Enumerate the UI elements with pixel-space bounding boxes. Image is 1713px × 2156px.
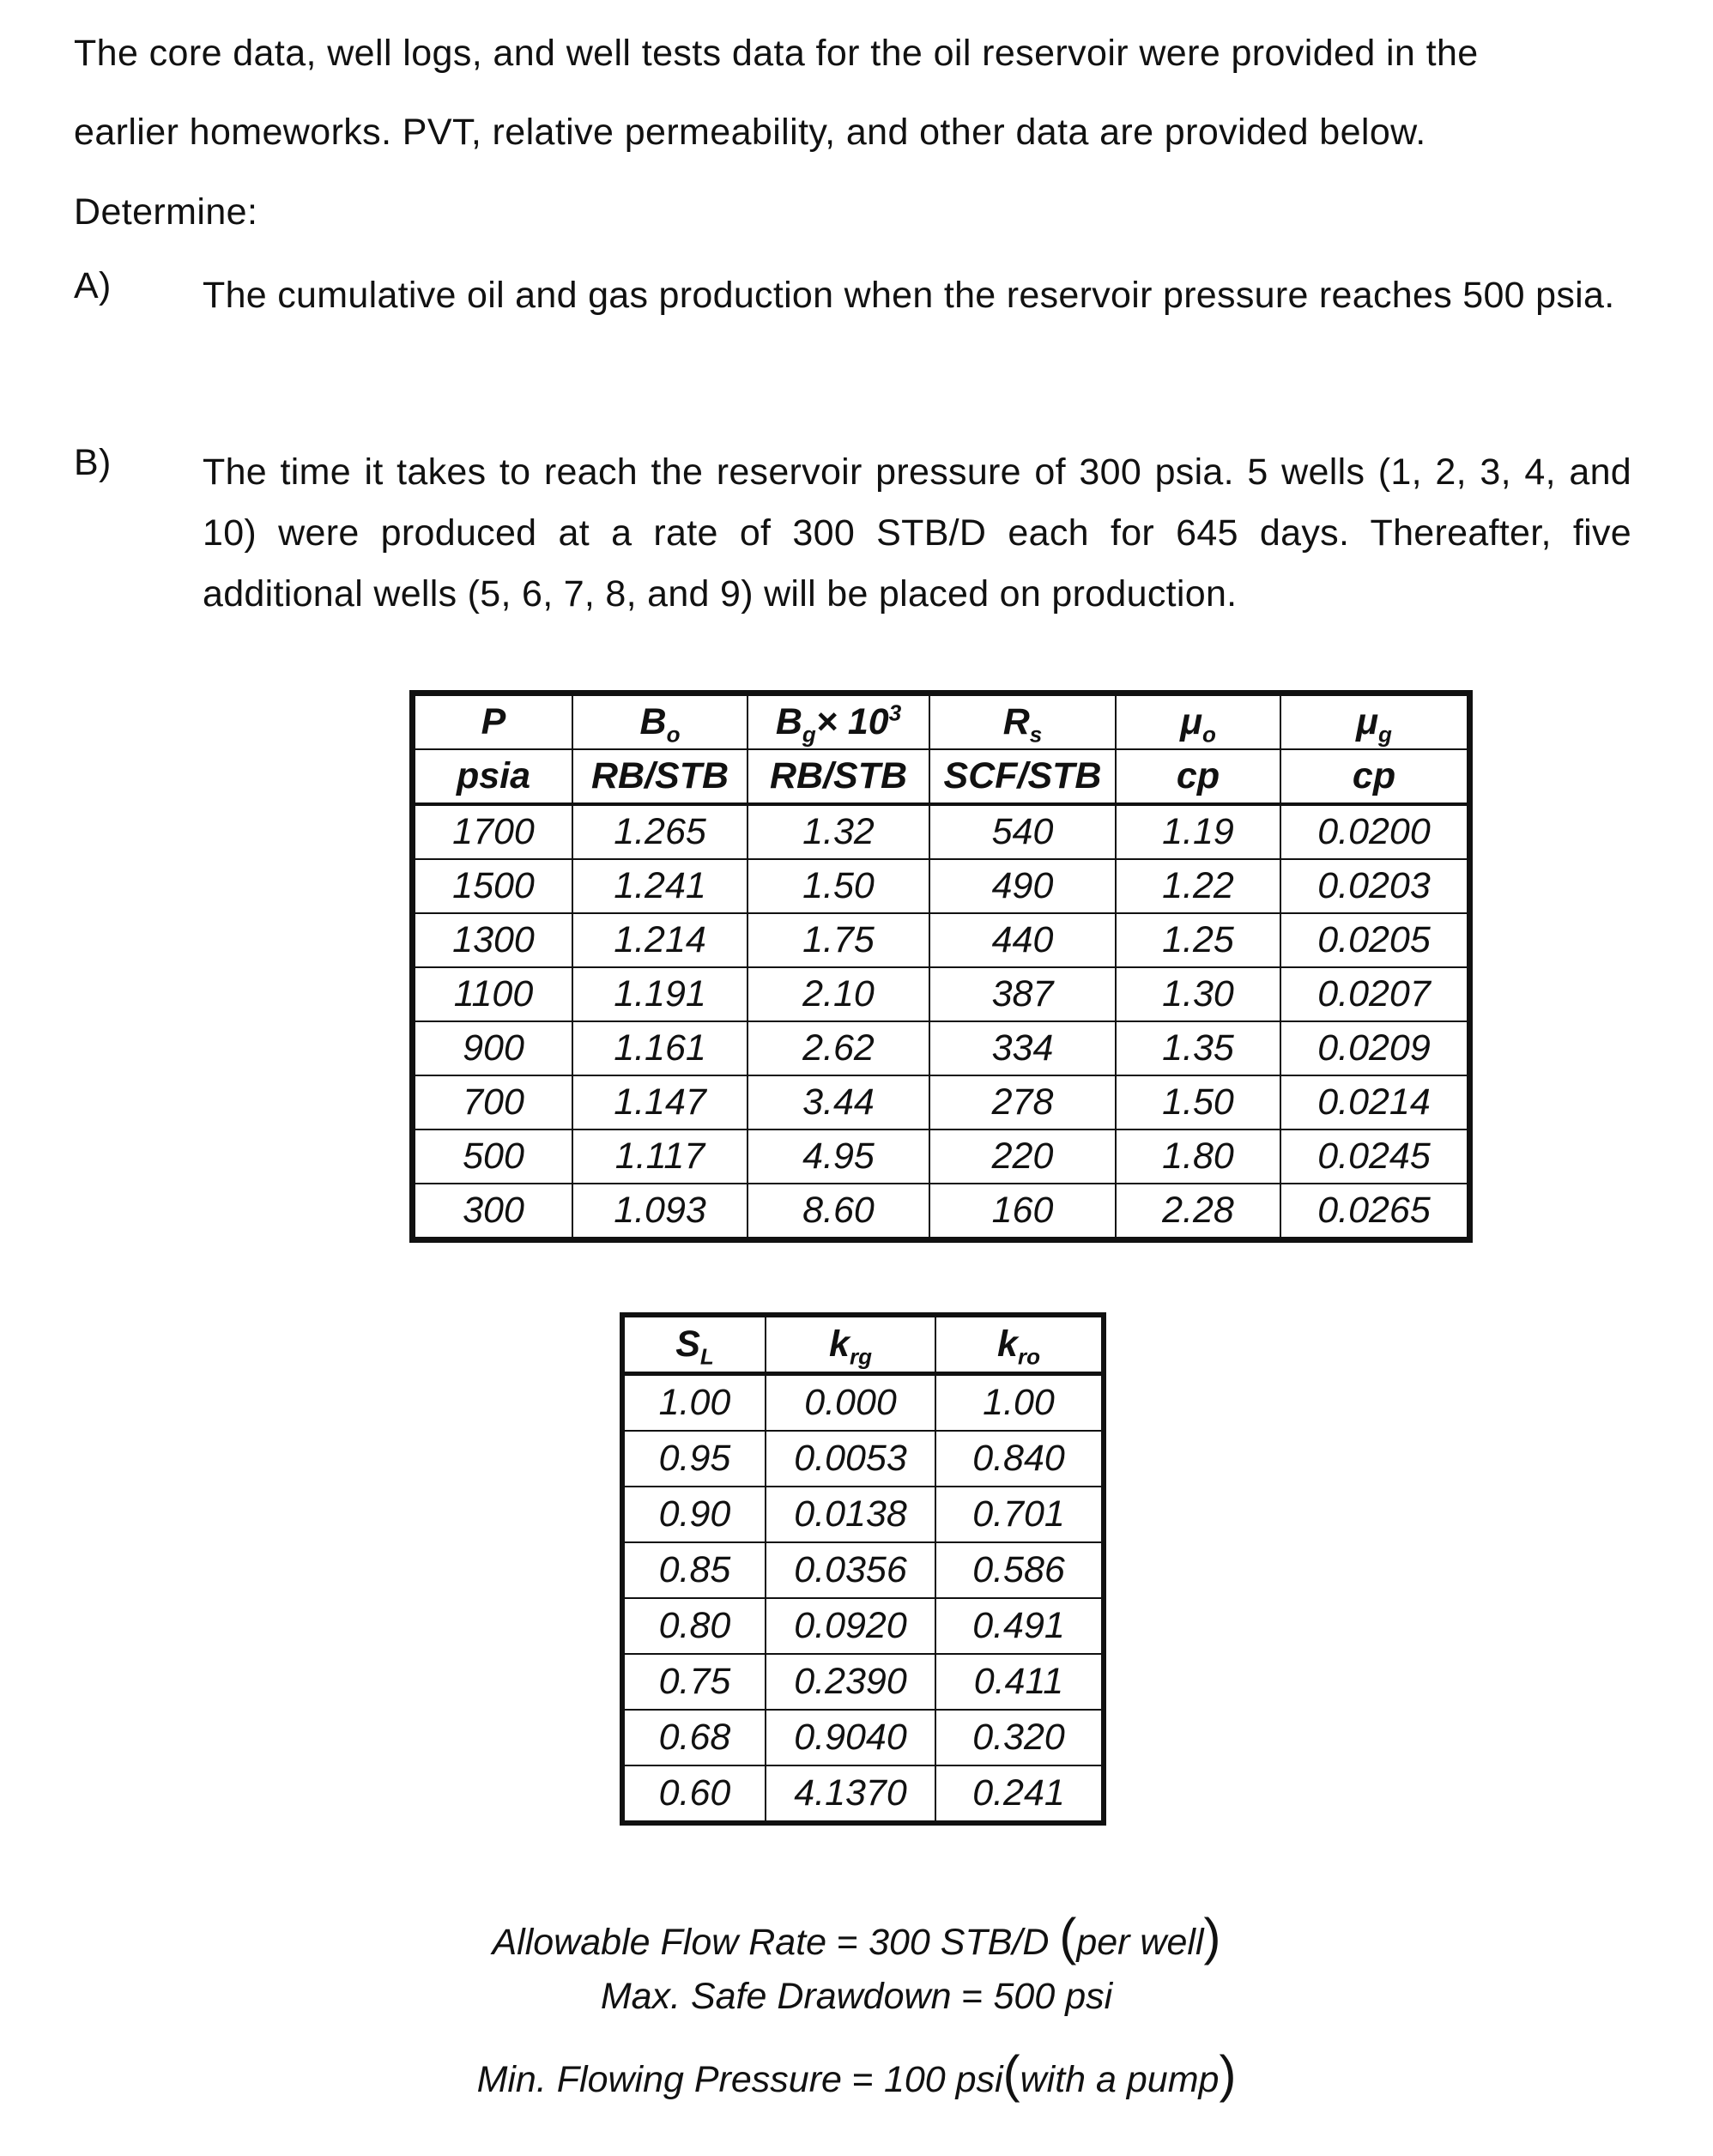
pvt-cell: 1.50 xyxy=(748,859,929,913)
pvt-cell: 700 xyxy=(413,1075,573,1129)
pvt-cell: 1.32 xyxy=(748,804,929,859)
pvt-unit: cp xyxy=(1116,749,1280,804)
pvt-cell: 1.161 xyxy=(572,1021,748,1075)
pvt-cell: 1.117 xyxy=(572,1129,748,1184)
pvt-cell: 1.19 xyxy=(1116,804,1280,859)
pvt-header-bg: $B_g\times 10^3$ xyxy=(748,693,929,750)
kr-cell: 0.586 xyxy=(935,1542,1104,1598)
kr-cell: 0.000 xyxy=(766,1374,935,1432)
pvt-cell: 3.44 xyxy=(748,1075,929,1129)
pvt-cell: 1.093 xyxy=(572,1184,748,1240)
pvt-cell: 2.62 xyxy=(748,1021,929,1075)
pvt-cell: 1.25 xyxy=(1116,913,1280,967)
pvt-cell: 540 xyxy=(929,804,1116,859)
kr-cell: 0.320 xyxy=(935,1710,1104,1765)
pvt-cell: 160 xyxy=(929,1184,1116,1240)
pvt-header-bo: $B_o$ xyxy=(572,693,748,750)
pvt-cell: 0.0205 xyxy=(1280,913,1470,967)
pvt-header-mug: $\mu_g$ xyxy=(1280,693,1470,750)
pvt-header-row xyxy=(413,693,1470,750)
kr-cell: 0.68 xyxy=(622,1710,766,1765)
pvt-unit: RB/STB xyxy=(572,749,748,804)
kr-cell: 0.491 xyxy=(935,1598,1104,1654)
kr-header-row xyxy=(622,1315,1104,1374)
pvt-cell: 490 xyxy=(929,859,1116,913)
pvt-cell: 1.265 xyxy=(572,804,748,859)
kr-cell: 0.0053 xyxy=(766,1431,935,1487)
pvt-cell: 1.191 xyxy=(572,967,748,1021)
pvt-cell: 0.0214 xyxy=(1280,1075,1470,1129)
kr-cell: 1.00 xyxy=(622,1374,766,1432)
pvt-row xyxy=(413,1129,1470,1184)
pvt-cell: 0.0209 xyxy=(1280,1021,1470,1075)
pvt-cell: 2.10 xyxy=(748,967,929,1021)
kr-row xyxy=(622,1765,1104,1823)
kr-cell: 0.2390 xyxy=(766,1654,935,1710)
equation-min-flowing-pressure: Min. Flowing Pressure = 100 psi(with a pump) xyxy=(476,2045,1237,2103)
pvt-cell: 1.35 xyxy=(1116,1021,1280,1075)
pvt-row xyxy=(413,859,1470,913)
pvt-cell: 1.75 xyxy=(748,913,929,967)
kr-cell: 0.85 xyxy=(622,1542,766,1598)
kr-cell: 4.1370 xyxy=(766,1765,935,1823)
kr-cell: 0.60 xyxy=(622,1765,766,1823)
pvt-unit: cp xyxy=(1280,749,1470,804)
pvt-table xyxy=(409,690,1473,1243)
pvt-cell: 0.0207 xyxy=(1280,967,1470,1021)
pvt-header-p: P xyxy=(413,693,573,750)
pvt-unit: psia xyxy=(413,749,573,804)
pvt-cell: 0.0203 xyxy=(1280,859,1470,913)
question-a-label: A) xyxy=(74,265,112,306)
kr-row xyxy=(622,1431,1104,1487)
pvt-cell: 1.50 xyxy=(1116,1075,1280,1129)
pvt-row xyxy=(413,967,1470,1021)
pvt-cell: 1.241 xyxy=(572,859,748,913)
pvt-cell: 500 xyxy=(413,1129,573,1184)
pvt-unit: RB/STB xyxy=(748,749,929,804)
equation-max-safe-drawdown: Max. Safe Drawdown = 500 psi xyxy=(600,1976,1113,2017)
kr-cell: 0.95 xyxy=(622,1431,766,1487)
intro-line-2: earlier homeworks. PVT, relative permeability, and other data are provided below. xyxy=(74,112,1426,153)
kr-cell: 0.840 xyxy=(935,1431,1104,1487)
pvt-cell: 0.0200 xyxy=(1280,804,1470,859)
kr-header-sl: $S_L$ xyxy=(622,1315,766,1374)
pvt-row xyxy=(413,1021,1470,1075)
pvt-cell: 900 xyxy=(413,1021,573,1075)
pvt-cell: 1100 xyxy=(413,967,573,1021)
pvt-cell: 0.0265 xyxy=(1280,1184,1470,1240)
pvt-cell: 334 xyxy=(929,1021,1116,1075)
kr-cell: 0.90 xyxy=(622,1487,766,1542)
pvt-row xyxy=(413,913,1470,967)
kr-cell: 0.241 xyxy=(935,1765,1104,1823)
pvt-cell: 0.0245 xyxy=(1280,1129,1470,1184)
kr-cell: 0.0920 xyxy=(766,1598,935,1654)
pvt-row xyxy=(413,804,1470,859)
pvt-cell: 300 xyxy=(413,1184,573,1240)
relative-permeability-table xyxy=(620,1312,1106,1826)
question-a-text: The cumulative oil and gas production when the reservoir pressure reaches 500 psia. xyxy=(203,275,1615,316)
pvt-cell: 1700 xyxy=(413,804,573,859)
pvt-cell: 1.214 xyxy=(572,913,748,967)
kr-row xyxy=(622,1487,1104,1542)
kr-cell: 0.411 xyxy=(935,1654,1104,1710)
intro-line-3: Determine: xyxy=(74,191,258,233)
kr-cell: 0.75 xyxy=(622,1654,766,1710)
kr-header-kro: $k_{ro}$ xyxy=(935,1315,1104,1374)
pvt-row xyxy=(413,1075,1470,1129)
pvt-cell: 387 xyxy=(929,967,1116,1021)
intro-line-1: The core data, well logs, and well tests data for the oil reservoir were provided in the xyxy=(74,33,1479,74)
kr-row xyxy=(622,1374,1104,1432)
question-b-text: The time it takes to reach the reservoir pressure of 300 psia. 5 wells (1, 2, 3, 4, and 10) were produced at a rate of 300 STB/D each for 645 days. Thereafter, five additional wells (5, 6, 7, 8, and 9) will be placed on production. xyxy=(203,451,1631,615)
kr-cell: 0.80 xyxy=(622,1598,766,1654)
pvt-cell: 8.60 xyxy=(748,1184,929,1240)
equation-allowable-flow-rate: Allowable Flow Rate = 300 STB/D (per well) xyxy=(492,1908,1221,1965)
pvt-cell: 1.22 xyxy=(1116,859,1280,913)
pvt-header-rs: $R_s$ xyxy=(929,693,1116,750)
pvt-cell: 2.28 xyxy=(1116,1184,1280,1240)
kr-cell: 1.00 xyxy=(935,1374,1104,1432)
kr-row xyxy=(622,1598,1104,1654)
pvt-cell: 4.95 xyxy=(748,1129,929,1184)
pvt-units-row xyxy=(413,749,1470,804)
pvt-cell: 1300 xyxy=(413,913,573,967)
kr-cell: 0.701 xyxy=(935,1487,1104,1542)
kr-row xyxy=(622,1542,1104,1598)
pvt-unit: SCF/STB xyxy=(929,749,1116,804)
kr-cell: 0.0138 xyxy=(766,1487,935,1542)
pvt-cell: 1.80 xyxy=(1116,1129,1280,1184)
pvt-cell: 1.147 xyxy=(572,1075,748,1129)
kr-row xyxy=(622,1710,1104,1765)
pvt-row xyxy=(413,1184,1470,1240)
pvt-header-muo: $\mu_o$ xyxy=(1116,693,1280,750)
pvt-cell: 1500 xyxy=(413,859,573,913)
pvt-cell: 278 xyxy=(929,1075,1116,1129)
kr-cell: 0.0356 xyxy=(766,1542,935,1598)
kr-row xyxy=(622,1654,1104,1710)
pvt-cell: 220 xyxy=(929,1129,1116,1184)
kr-cell: 0.9040 xyxy=(766,1710,935,1765)
pvt-cell: 440 xyxy=(929,913,1116,967)
kr-header-krg: $k_{rg}$ xyxy=(766,1315,935,1374)
question-b-label: B) xyxy=(74,442,112,483)
pvt-cell: 1.30 xyxy=(1116,967,1280,1021)
